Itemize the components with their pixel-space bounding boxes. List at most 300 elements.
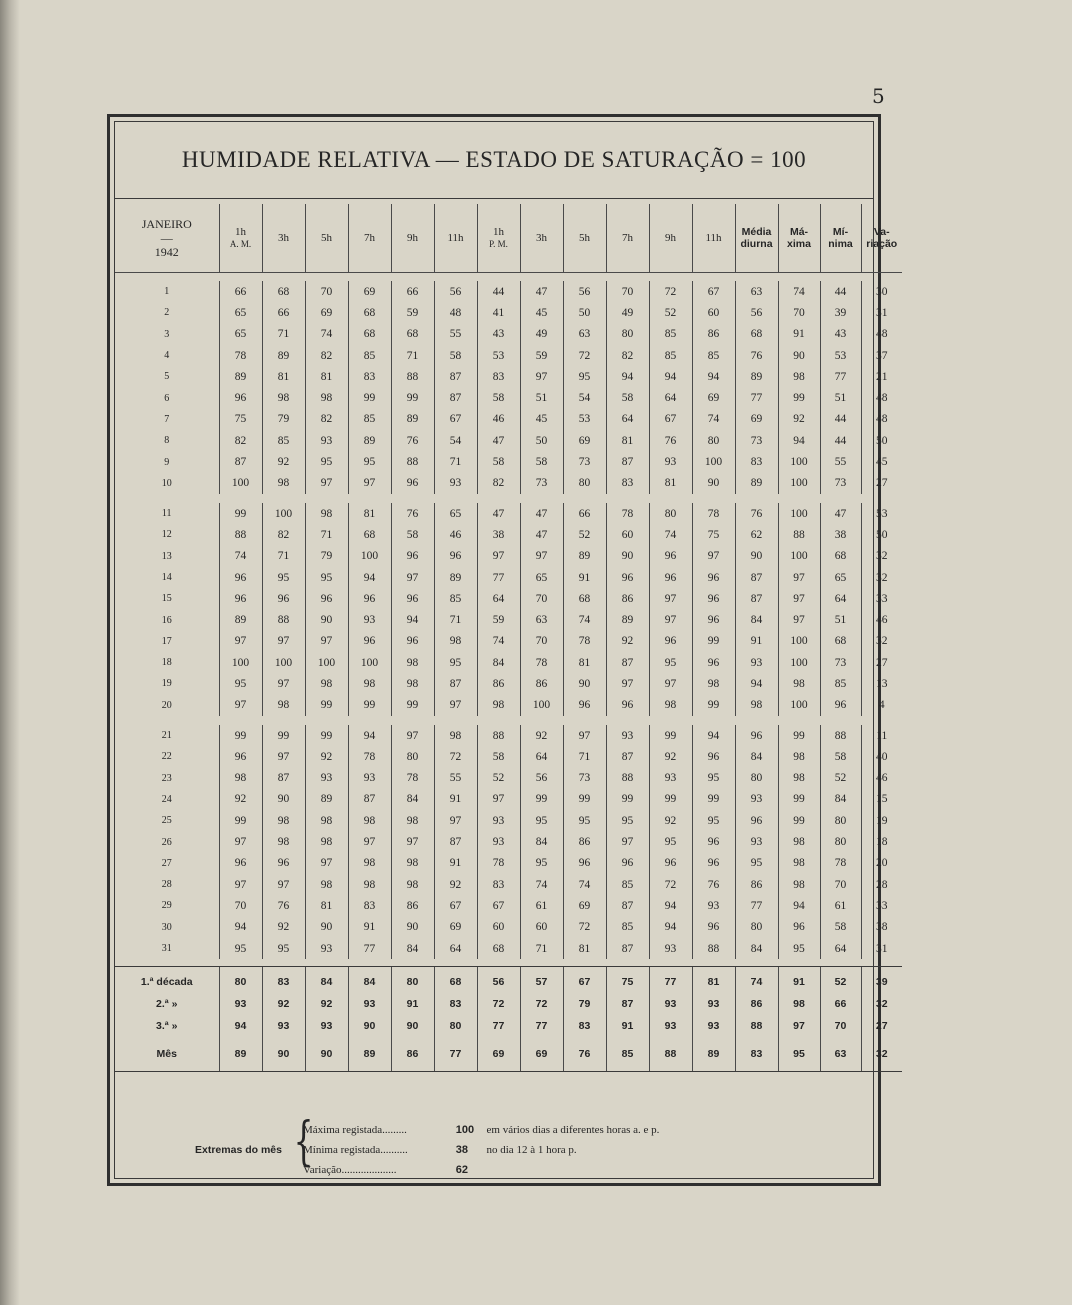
value-cell: 67 (434, 409, 477, 430)
hour-header (348, 204, 391, 273)
value-cell: 96 (262, 588, 305, 609)
table-row (115, 789, 902, 810)
value-cell: 56 (434, 281, 477, 302)
value-cell: 69 (305, 302, 348, 323)
value-cell: 84 (820, 789, 861, 810)
value-cell: 68 (735, 324, 778, 345)
value-cell: 99 (778, 810, 820, 831)
value-cell: 80 (735, 917, 778, 938)
value-cell: 81 (563, 652, 606, 673)
value-cell: 50 (563, 302, 606, 323)
value-cell: 48 (861, 324, 902, 345)
value-cell: 97 (477, 546, 520, 567)
value-cell: 37 (861, 345, 902, 366)
hour-header (434, 204, 477, 273)
value-cell: 56 (520, 768, 563, 789)
value-cell: 93 (649, 1015, 692, 1037)
value-cell: 71 (262, 546, 305, 567)
value-cell: 38 (477, 524, 520, 545)
hour-header (262, 204, 305, 273)
row-label: 8 (164, 435, 170, 447)
value-cell: 98 (391, 810, 434, 831)
row-label: 26 (161, 836, 172, 848)
value-cell: 18 (861, 831, 902, 852)
value-cell: 97 (692, 546, 735, 567)
value-cell: 32 (861, 1037, 902, 1072)
value-cell: 96 (649, 546, 692, 567)
stat-label: xima (787, 238, 811, 250)
table-row (115, 387, 902, 408)
value-cell: 79 (563, 993, 606, 1015)
month-header (115, 204, 219, 273)
value-cell: 38 (820, 524, 861, 545)
value-cell: 100 (262, 503, 305, 524)
value-cell: 60 (606, 524, 649, 545)
value-cell: 74 (563, 609, 606, 630)
value-cell: 81 (649, 473, 692, 494)
value-cell: 50 (861, 430, 902, 451)
value-cell: 96 (692, 652, 735, 673)
value-cell: 75 (219, 409, 262, 430)
value-cell: 95 (606, 810, 649, 831)
value-cell: 97 (305, 853, 348, 874)
value-cell: 71 (563, 746, 606, 767)
value-cell: 84 (305, 967, 348, 994)
value-cell: 27 (861, 1015, 902, 1037)
value-cell: 56 (477, 967, 520, 994)
value-cell: 72 (649, 281, 692, 302)
value-cell: 51 (520, 387, 563, 408)
hour-label: 1h (493, 226, 504, 238)
value-cell: 97 (649, 673, 692, 694)
value-cell: 98 (649, 695, 692, 716)
value-cell: 71 (305, 524, 348, 545)
value-cell: 74 (778, 281, 820, 302)
value-cell: 58 (520, 451, 563, 472)
value-cell: 65 (520, 567, 563, 588)
value-cell: 48 (861, 409, 902, 430)
value-cell: 52 (649, 302, 692, 323)
value-cell: 71 (520, 938, 563, 959)
row-label: 1 (164, 286, 170, 298)
value-cell: 76 (391, 503, 434, 524)
table-row (115, 917, 902, 938)
value-cell: 89 (219, 366, 262, 387)
value-cell: 45 (520, 302, 563, 323)
value-cell: 85 (434, 588, 477, 609)
value-cell: 59 (520, 345, 563, 366)
value-cell: 74 (692, 409, 735, 430)
value-cell: 45 (861, 451, 902, 472)
value-cell: 97 (563, 725, 606, 746)
value-cell: 69 (563, 895, 606, 916)
value-cell: 64 (649, 387, 692, 408)
table-row (115, 546, 902, 567)
row-label: 24 (161, 793, 172, 805)
value-cell: 82 (219, 430, 262, 451)
row-label: 31 (161, 943, 172, 955)
value-cell: 52 (563, 524, 606, 545)
extreme-max-value: 100 (455, 1124, 475, 1136)
value-cell: 80 (649, 503, 692, 524)
value-cell: 66 (563, 503, 606, 524)
spacer-cell (115, 959, 902, 967)
month-extremes (115, 1114, 879, 1186)
value-cell: 69 (563, 430, 606, 451)
value-cell: 99 (606, 789, 649, 810)
value-cell: 61 (820, 895, 861, 916)
value-cell: 84 (735, 938, 778, 959)
value-cell: 77 (434, 1037, 477, 1072)
extreme-range-label: Variação.................... (303, 1164, 397, 1176)
value-cell: 96 (606, 853, 649, 874)
value-cell: 70 (520, 631, 563, 652)
value-cell: 68 (434, 967, 477, 994)
value-cell: 89 (692, 1037, 735, 1072)
value-cell: 97 (649, 588, 692, 609)
value-cell: 55 (820, 451, 861, 472)
value-cell: 86 (735, 874, 778, 895)
value-cell: 89 (434, 567, 477, 588)
value-cell: 97 (649, 609, 692, 630)
value-cell: 89 (219, 609, 262, 630)
value-cell: 100 (692, 451, 735, 472)
hour-label: 1h (235, 226, 246, 238)
row-label: 10 (161, 477, 172, 489)
value-cell: 93 (606, 725, 649, 746)
value-cell: 83 (477, 874, 520, 895)
value-cell: 98 (391, 652, 434, 673)
value-cell: 74 (563, 874, 606, 895)
value-cell: 87 (434, 673, 477, 694)
value-cell: 39 (861, 967, 902, 994)
table-row (115, 725, 902, 746)
value-cell: 4 (861, 695, 902, 716)
value-cell: 69 (434, 917, 477, 938)
value-cell: 54 (434, 430, 477, 451)
value-cell: 98 (348, 874, 391, 895)
value-cell: 95 (262, 567, 305, 588)
value-cell: 78 (391, 768, 434, 789)
value-cell: 95 (434, 652, 477, 673)
value-cell: 32 (861, 546, 902, 567)
value-cell: 96 (262, 853, 305, 874)
row-label: 28 (161, 879, 172, 891)
value-cell: 78 (606, 503, 649, 524)
table-row (115, 874, 902, 895)
spacer-cell (115, 716, 902, 725)
hour-header (305, 204, 348, 273)
value-cell: 32 (861, 993, 902, 1015)
row-label: 15 (161, 593, 172, 605)
value-cell: 94 (649, 917, 692, 938)
value-cell: 66 (219, 281, 262, 302)
value-cell: 99 (219, 503, 262, 524)
table-row (115, 609, 902, 630)
value-cell: 68 (563, 588, 606, 609)
value-cell: 95 (219, 938, 262, 959)
value-cell: 78 (692, 503, 735, 524)
stat-label: Va- (873, 226, 890, 238)
hour-label: 7h (364, 232, 375, 244)
value-cell: 90 (305, 1037, 348, 1072)
value-cell: 92 (606, 631, 649, 652)
table-row (115, 366, 902, 387)
value-cell: 98 (477, 695, 520, 716)
value-cell: 44 (477, 281, 520, 302)
row-label: 19 (161, 678, 172, 690)
value-cell: 93 (735, 831, 778, 852)
value-cell: 97 (520, 546, 563, 567)
value-cell: 88 (735, 1015, 778, 1037)
value-cell: 80 (391, 746, 434, 767)
value-cell: 96 (219, 387, 262, 408)
value-cell: 98 (305, 810, 348, 831)
value-cell: 97 (606, 673, 649, 694)
value-cell: 77 (735, 895, 778, 916)
value-cell: 66 (262, 302, 305, 323)
value-cell: 97 (219, 831, 262, 852)
value-cell: 100 (520, 695, 563, 716)
value-cell: 68 (262, 281, 305, 302)
value-cell: 100 (778, 473, 820, 494)
value-cell: 99 (563, 789, 606, 810)
value-cell: 78 (563, 631, 606, 652)
value-cell: 76 (391, 430, 434, 451)
value-cell: 74 (219, 546, 262, 567)
value-cell: 64 (606, 409, 649, 430)
value-cell: 94 (778, 430, 820, 451)
value-cell: 96 (820, 695, 861, 716)
hour-header (477, 204, 520, 273)
value-cell: 85 (348, 345, 391, 366)
value-cell: 59 (477, 609, 520, 630)
table-row (115, 810, 902, 831)
value-cell: 99 (778, 789, 820, 810)
value-cell: 75 (606, 967, 649, 994)
value-cell: 96 (348, 631, 391, 652)
value-cell: 85 (692, 345, 735, 366)
value-cell: 92 (520, 725, 563, 746)
value-cell: 82 (262, 524, 305, 545)
value-cell: 96 (692, 609, 735, 630)
extreme-max-row (303, 1124, 659, 1142)
value-cell: 68 (348, 302, 391, 323)
value-cell: 96 (563, 853, 606, 874)
value-cell: 99 (692, 695, 735, 716)
value-cell: 99 (348, 387, 391, 408)
value-cell: 93 (692, 1015, 735, 1037)
value-cell: 69 (348, 281, 391, 302)
value-cell: 90 (262, 1037, 305, 1072)
value-cell: 38 (861, 917, 902, 938)
value-cell: 95 (649, 831, 692, 852)
value-cell: 47 (520, 524, 563, 545)
value-cell: 70 (820, 1015, 861, 1037)
hour-label: 5h (579, 232, 590, 244)
value-cell: 81 (305, 895, 348, 916)
value-cell: 92 (649, 746, 692, 767)
value-cell: 97 (606, 831, 649, 852)
value-cell: 89 (262, 345, 305, 366)
row-label: 20 (161, 699, 172, 711)
value-cell: 98 (219, 768, 262, 789)
hour-header (606, 204, 649, 273)
table-row (115, 831, 902, 852)
value-cell: 13 (861, 673, 902, 694)
value-cell: 98 (735, 695, 778, 716)
value-cell: 72 (434, 746, 477, 767)
value-cell: 93 (219, 993, 262, 1015)
value-cell: 91 (778, 324, 820, 345)
value-cell: 84 (348, 967, 391, 994)
value-cell: 97 (520, 366, 563, 387)
value-cell: 93 (348, 609, 391, 630)
value-cell: 66 (391, 281, 434, 302)
value-cell: 99 (778, 725, 820, 746)
value-cell: 97 (262, 746, 305, 767)
value-cell: 89 (606, 609, 649, 630)
value-cell: 64 (820, 938, 861, 959)
value-cell: 91 (434, 789, 477, 810)
value-cell: 96 (391, 546, 434, 567)
hour-label: 5h (321, 232, 332, 244)
value-cell: 76 (563, 1037, 606, 1072)
value-cell: 15 (861, 789, 902, 810)
hour-label: 9h (665, 232, 676, 244)
value-cell: 68 (348, 524, 391, 545)
value-cell: 94 (391, 609, 434, 630)
value-cell: 78 (520, 652, 563, 673)
table-row (115, 302, 902, 323)
hour-label: 11h (447, 232, 464, 244)
value-cell: 88 (477, 725, 520, 746)
spacer-row (115, 273, 902, 282)
table-row (115, 967, 902, 994)
value-cell: 91 (434, 853, 477, 874)
value-cell: 98 (262, 810, 305, 831)
value-cell: 83 (348, 366, 391, 387)
value-cell: 69 (520, 1037, 563, 1072)
value-cell: 51 (820, 609, 861, 630)
value-cell: 92 (262, 451, 305, 472)
value-cell: 87 (434, 387, 477, 408)
value-cell: 82 (477, 473, 520, 494)
value-cell: 91 (348, 917, 391, 938)
value-cell: 100 (348, 652, 391, 673)
value-cell: 50 (520, 430, 563, 451)
value-cell: 47 (520, 503, 563, 524)
value-cell: 60 (692, 302, 735, 323)
value-cell: 95 (262, 938, 305, 959)
value-cell: 90 (735, 546, 778, 567)
value-cell: 100 (778, 695, 820, 716)
value-cell: 65 (219, 302, 262, 323)
row-label: 7 (164, 413, 170, 425)
value-cell: 95 (692, 768, 735, 789)
value-cell: 69 (477, 1037, 520, 1072)
value-cell: 93 (649, 768, 692, 789)
value-cell: 88 (262, 609, 305, 630)
value-cell: 94 (735, 673, 778, 694)
value-cell: 95 (692, 810, 735, 831)
value-cell: 99 (348, 695, 391, 716)
value-cell: 97 (348, 473, 391, 494)
value-cell: 58 (606, 387, 649, 408)
hour-header (649, 204, 692, 273)
value-cell: 99 (649, 725, 692, 746)
title-box (115, 122, 873, 199)
extreme-max-note: em vários dias a diferentes horas a. e p. (486, 1124, 660, 1136)
value-cell: 95 (563, 810, 606, 831)
value-cell: 78 (219, 345, 262, 366)
row-label: 2 (164, 307, 170, 319)
value-cell: 27 (861, 473, 902, 494)
value-cell: 94 (649, 895, 692, 916)
value-cell: 80 (219, 967, 262, 994)
value-cell: 97 (778, 588, 820, 609)
row-label: 27 (161, 857, 172, 869)
value-cell: 58 (820, 917, 861, 938)
value-cell: 28 (861, 874, 902, 895)
value-cell: 67 (477, 895, 520, 916)
value-cell: 96 (606, 567, 649, 588)
value-cell: 32 (861, 631, 902, 652)
extreme-range-row (303, 1164, 484, 1182)
value-cell: 100 (219, 473, 262, 494)
value-cell: 86 (735, 993, 778, 1015)
value-cell: 99 (262, 725, 305, 746)
value-cell: 87 (606, 652, 649, 673)
value-cell: 87 (219, 451, 262, 472)
stat-header (820, 204, 861, 273)
value-cell: 74 (477, 631, 520, 652)
row-label: 3.ª » (156, 1020, 178, 1033)
row-label: 4 (164, 350, 170, 362)
extreme-range-value: 62 (455, 1164, 468, 1176)
value-cell: 83 (563, 1015, 606, 1037)
table-frame (107, 114, 898, 1186)
value-cell: 87 (606, 938, 649, 959)
value-cell: 86 (477, 673, 520, 694)
value-cell: 93 (649, 993, 692, 1015)
value-cell: 91 (391, 993, 434, 1015)
value-cell: 86 (692, 324, 735, 345)
value-cell: 72 (649, 874, 692, 895)
value-cell: 100 (305, 652, 348, 673)
value-cell: 70 (606, 281, 649, 302)
value-cell: 93 (305, 768, 348, 789)
value-cell: 83 (348, 895, 391, 916)
value-cell: 73 (520, 473, 563, 494)
value-cell: 72 (520, 993, 563, 1015)
value-cell: 79 (262, 409, 305, 430)
book-binding-edge (0, 0, 20, 1305)
value-cell: 47 (820, 503, 861, 524)
hour-label: 9h (407, 232, 418, 244)
row-label: 17 (161, 635, 172, 647)
value-cell: 77 (477, 567, 520, 588)
value-cell: 83 (735, 451, 778, 472)
value-cell: 69 (692, 387, 735, 408)
value-cell: 88 (219, 524, 262, 545)
value-cell: 62 (735, 524, 778, 545)
value-cell: 96 (305, 588, 348, 609)
value-cell: 58 (477, 746, 520, 767)
value-cell: 94 (692, 366, 735, 387)
value-cell: 53 (563, 409, 606, 430)
extreme-min-row (303, 1144, 577, 1162)
